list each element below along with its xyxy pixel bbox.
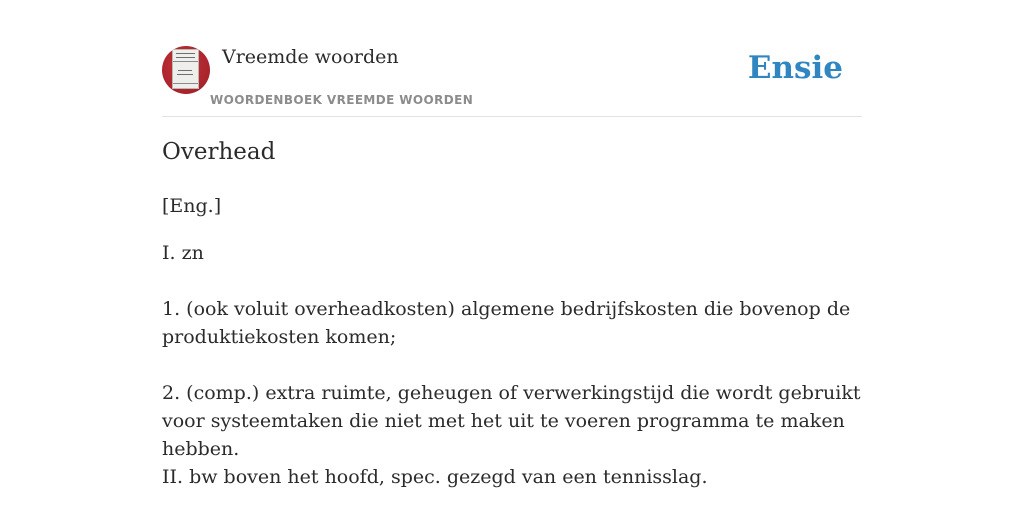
book-cover-icon[interactable] [162, 46, 210, 94]
entry-part-of-speech: I. zn [162, 242, 204, 264]
cover-line [177, 74, 193, 75]
cover-line [176, 57, 195, 58]
book-subtitle: WOORDENBOEK VREEMDE WOORDEN [210, 93, 474, 107]
cover-page-shape [173, 50, 198, 88]
definition-item: 1. (ook voluit overheadkosten) algemene bedrijfskosten die bovenop de produktiekosten komen; [162, 298, 851, 348]
definition-item: II. bw boven het hoofd, spec. gezegd van een tennisslag. [162, 466, 708, 488]
definition-item: 2. (comp.) extra ruimte, geheugen of verwerkingstijd die wordt gebruikt voor systeemtaken die niet met het uit te voeren programma te maken hebben. [162, 382, 861, 460]
header [162, 0, 862, 117]
cover-band [173, 61, 198, 62]
cover-line [178, 70, 192, 71]
brand-logo-link[interactable]: Ensie [747, 50, 843, 86]
page [162, 0, 862, 512]
cover-line [176, 53, 195, 54]
book-title[interactable]: Vreemde woorden [222, 46, 399, 68]
entry-origin: [Eng.] [162, 195, 222, 217]
cover-band [173, 83, 198, 84]
entry-word: Overhead [162, 139, 276, 165]
